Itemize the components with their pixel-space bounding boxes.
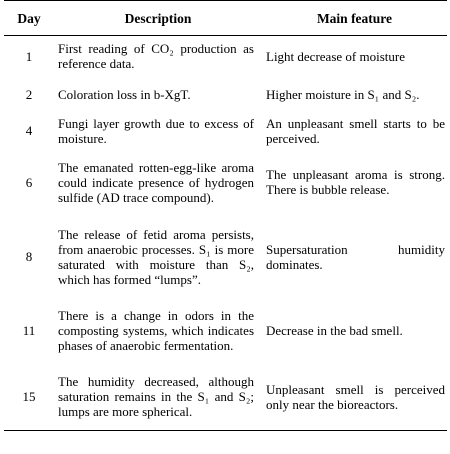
day-cell: 6	[25, 174, 33, 190]
description-cell: Coloration loss in b-XgT.	[58, 87, 191, 102]
table-row	[4, 298, 447, 364]
description-cell: The release of fetid aroma persists, from anaerobic processes. S₁ is more saturated with moisture than S₂, which has formed “lumps”.	[58, 226, 254, 287]
table-row	[4, 149, 447, 216]
feature-cell: Higher moisture in S₁ and S₂.	[266, 87, 420, 102]
observations-table	[4, 0, 447, 431]
feature-cell: Decrease in the bad smell.	[266, 323, 403, 338]
feature-cell: An unpleasant smell starts to be perceived.	[266, 115, 445, 146]
description-cell: There is a change in odors in the composting systems, which indicates phases of anaerobic fermentation.	[58, 308, 254, 353]
description-cell: First reading of CO₂ production as reference data.	[58, 41, 254, 72]
table-row	[4, 77, 447, 113]
table-row	[4, 364, 447, 431]
description-cell: Fungi layer growth due to excess of moisture.	[58, 115, 254, 146]
day-cell: 8	[25, 249, 33, 264]
table-header-row	[4, 1, 447, 36]
feature-cell: Unpleasant smell is perceived only near the bioreactors.	[262, 364, 447, 431]
header-main-feature: Main feature	[262, 1, 447, 36]
header-description: Description	[54, 1, 262, 36]
day-cell: 15	[4, 364, 54, 431]
day-cell: 11	[22, 323, 36, 338]
table-row	[4, 36, 447, 77]
day-cell: 2	[25, 87, 33, 102]
table-row	[4, 216, 447, 298]
table-row	[4, 113, 447, 149]
feature-cell: Light decrease of moisture	[266, 48, 405, 64]
day-cell: 4	[25, 123, 33, 138]
day-cell: 1	[25, 48, 33, 64]
feature-cell: The unpleasant aroma is strong. There is bubble release.	[266, 167, 445, 197]
description-cell: The emanated rotten-egg-like aroma could indicate presence of hydrogen sulfide (AD trace compound).	[58, 159, 254, 205]
feature-cell: Supersaturation humidity dominates.	[266, 241, 445, 272]
header-day: Day	[4, 1, 54, 36]
description-cell: The humidity decreased, although saturation remains in the S₁ and S₂; lumps are more spherical.	[54, 364, 262, 431]
